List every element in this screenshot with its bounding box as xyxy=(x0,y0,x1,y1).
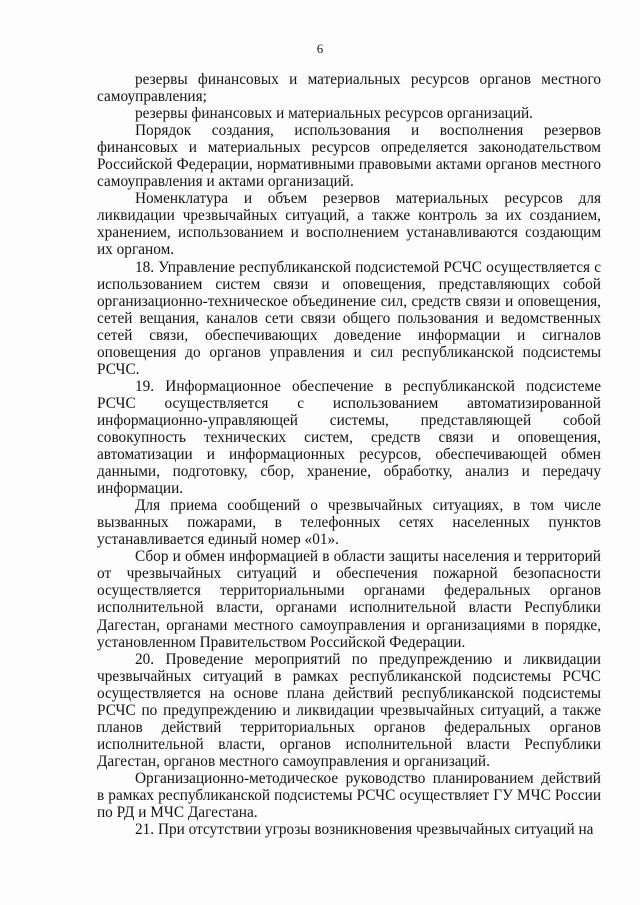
paragraph: резервы финансовых и материальных ресурсов организаций. xyxy=(135,105,533,123)
paragraph: Сбор и обмен информацией в области защиты населения и территорий от чрезвычайных ситуаций и обеспечения пожарной безопасности осуществляется территориальными органами федеральных органов исполнительной власти, органами исполнительной власти Республики Дагестан, органами местного самоуправления и организациями в порядке, установленном Правительством Российской Федерации. xyxy=(97,548,601,651)
paragraph: 18. Управление республиканской подсистемой РСЧС осуществляется с использованием систем связи и оповещения, представляющих собой организационно-техническое объединение сил, средств связи и оповещения, сетей вещания, каналов сети связи общего пользования и ведомственных сетей связи, обеспечивающих доведение информации и сигналов оповещения до органов управления и сил республиканской подсистемы РСЧС. xyxy=(97,258,601,378)
paragraph: Номенклатура и объем резервов материальных ресурсов для ликвидации чрезвычайных ситуаций, а также контроль за их созданием, хранением, использованием и восполнением устанавливаются создающим их органом. xyxy=(97,190,601,259)
paragraph: 20. Проведение мероприятий по предупреждению и ликвидации чрезвычайных ситуаций в рамках республиканской подсистемы РСЧС осуществляется на основе плана действий республиканской подсистемы РСЧС по предупреждению и ликвидации чрезвычайных ситуаций, а также планов действий территориальных органов федеральных органов исполнительной власти, органов исполнительной власти Республики Дагестан, органов местного самоуправления и организаций. xyxy=(97,650,601,770)
document-body xyxy=(97,71,601,838)
paragraph: Порядок создания, использования и восполнения резервов финансовых и материальных ресурсов определяется законодательством Российской Федерации, нормативными правовыми актами органов местного самоуправления и актами организаций. xyxy=(97,122,601,191)
paragraph: 19. Информационное обеспечение в республиканской подсистеме РСЧС осуществляется с использованием автоматизированной информационно-управляющей системы, представляющей собой совокупность технических систем, средств связи и оповещения, автоматизации и информационных ресурсов, обеспечивающей обмен данными, подготовку, сбор, хранение, обработку, анализ и передачу информации. xyxy=(97,377,601,498)
paragraph-last: 21. При отсутствии угрозы возникновения чрезвычайных ситуаций на xyxy=(135,821,594,839)
paragraph: Организационно-методическое руководство планированием действий в рамках республиканской подсистемы РСЧС осуществляет ГУ МЧС России по РД и МЧС Дагестана. xyxy=(97,769,601,822)
page-number: 6 xyxy=(316,41,324,56)
paragraph: резервы финансовых и материальных ресурсов органов местного самоуправления; xyxy=(97,71,601,106)
paragraph: Для приема сообщений о чрезвычайных ситуациях, в том числе вызванных пожарами, в телефонных сетях населенных пунктов устанавливается единый номер «01». xyxy=(97,497,601,549)
